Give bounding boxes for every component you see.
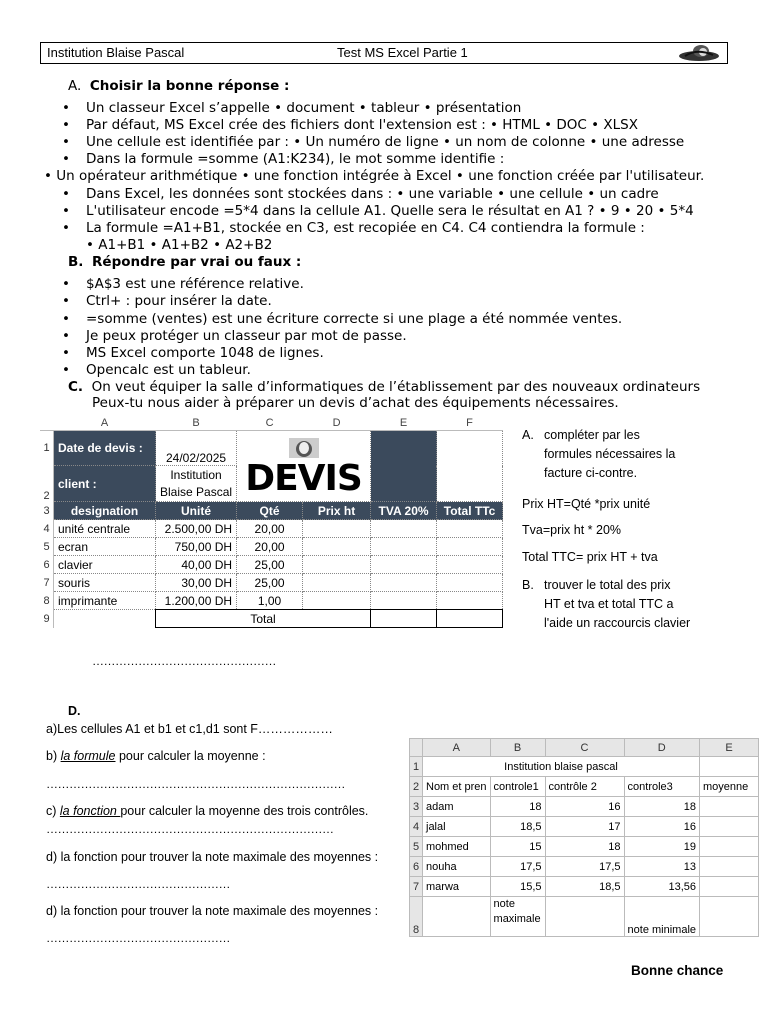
column-header-selected: E [700,739,759,757]
list-item: • Un classeur Excel s’appelle • document • tableur • présentation [62,100,522,116]
section-c-line2: Peux-tu nous aider à préparer un devis d’achat des équipements nécessaires. [92,395,619,411]
devis-title: DEVIS [245,457,362,499]
column-header: B [490,739,545,757]
list-item: • =somme (ventes) est une écriture correcte si une plage a été nommée ventes. [62,311,623,327]
row-number: 3 [40,502,54,520]
section-c-line1: C. On veut équiper la salle d’informatiques de l’établissement par des nouveaux ordinateurs [68,379,701,395]
answer-dots: …………………………………………………………………… [46,777,345,791]
row-number: 1 [40,431,54,466]
devis-spreadsheet [40,416,503,628]
instruction-b: B. trouver le total des prix HT et tva et total TTC a l'aide un raccourcis clavier [522,578,691,630]
list-item: • Dans la formule =somme (A1:K234), le mot somme identifie : [62,151,505,167]
list-item: • Par défaut, MS Excel crée des fichiers dont l'extension est : • HTML • DOC • XLSX [62,117,638,133]
table-row: 7 marwa 15,5 18,5 13,56 [410,877,759,897]
table-header: Prix ht [303,502,371,520]
section-b-heading [68,254,301,270]
table-row: 5 ecran 750,00 DH 20,00 [40,538,503,556]
column-header: F [437,416,503,431]
header-title: Test MS Excel Partie 1 [337,45,468,60]
date-value: 24/02/2025 [156,431,237,466]
grades-spreadsheet: A B C D E 1 Institution blaise pascal 2 Nom et pren controle1 contrôle 2 controle3 moyenne 3 adam 18 16 18 4 jalal 18,5 17 16 5 mohmed 15 18 19 6 nouha 17,5 17,5 13 7 marwa 15,5 18,5 13,56 8 note maximale note minimale [409,738,759,937]
answer-dots: ………………………………………… [92,654,276,668]
table-row-total: 9 Total [40,610,503,628]
formula-total-ttc: Total TTC= prix HT + tva [522,550,658,564]
section-d-marker: D. [68,704,81,718]
footer-text: Bonne chance [631,963,724,978]
column-header: D [303,416,371,431]
table-row: 6 nouha 17,5 17,5 13 [410,857,759,877]
column-header: A [54,416,156,431]
list-item: • Opencalc est un tableur. [62,362,251,378]
list-item-continuation: • Un opérateur arithmétique • une fonction intégrée à Excel • une fonction créée par l'utilisateur. [44,168,705,184]
list-item: • L'utilisateur encode =5*4 dans la cellule A1. Quelle sera le résultat en A1 ? • 9 • 20 • 5*4 [62,203,694,219]
table-header: contrôle 2 [545,777,624,797]
devis-title-cell [237,431,371,502]
column-header: B [156,416,237,431]
table-header: Total TTc [437,502,503,520]
table-header: controle1 [490,777,545,797]
table-header: Nom et pren [423,777,491,797]
column-header: C [545,739,624,757]
client-value: Institution Blaise Pascal [156,466,237,502]
table-header: controle3 [624,777,699,797]
section-c-marker: C. [68,379,84,395]
table-row: 4 unité centrale 2.500,00 DH 20,00 [40,520,503,538]
grades-title: Institution blaise pascal [423,757,700,777]
list-item: • Dans Excel, les données sont stockées dans : • une variable • une cellule • un cadre [62,186,659,202]
section-a-title: Choisir la bonne réponse : [89,78,290,94]
max-note-label: note maximale [490,897,545,937]
section-a-marker: A. [68,78,82,94]
client-label: client : [54,466,156,502]
section-b-marker: B. [68,254,84,270]
column-header: C [237,416,303,431]
page-header [40,42,728,64]
table-header: Qté [237,502,303,520]
list-item: • Ctrl+ : pour insérer la date. [62,293,272,309]
table-row: 7 souris 30,00 DH 25,00 [40,574,503,592]
table-row: 4 jalal 18,5 17 16 [410,817,759,837]
table-header: TVA 20% [371,502,437,520]
section-b-title: Répondre par vrai ou faux : [92,254,302,270]
column-header: A [423,739,491,757]
list-item: • Une cellule est identifiée par : • Un numéro de ligne • un nom de colonne • une adresse [62,134,685,150]
date-label: Date de devis : [54,431,156,466]
column-header: D [624,739,699,757]
header-institution: Institution Blaise Pascal [47,45,185,60]
total-label: Total [156,610,371,628]
table-row: 5 mohmed 15 18 19 [410,837,759,857]
question-c: c) la fonction pour calculer la moyenne des trois contrôles. [46,804,369,818]
table-header: Unité [156,502,237,520]
answer-dots: ………………………………………… [46,877,230,891]
question-a: a)Les cellules A1 et b1 et c1,d1 sont F……………… [46,722,333,736]
list-item-options: • A1+B1 • A1+B2 • A2+B2 [86,237,273,253]
list-item: • MS Excel comporte 1048 de lignes. [62,345,324,361]
row-number: 2 [40,466,54,502]
column-header: E [371,416,437,431]
list-item: • Je peux protéger un classeur par mot de passe. [62,328,407,344]
portrait-logo-icon [677,44,721,65]
table-row: 3 adam 18 16 18 [410,797,759,817]
table-header: designation [54,502,156,520]
table-header: moyenne [700,777,759,797]
min-note-label: note minimale [624,897,699,937]
list-item: • $A$3 est une référence relative. [62,276,304,292]
table-row: 8 imprimante 1.200,00 DH 1,00 [40,592,503,610]
question-d1: d) la fonction pour trouver la note maximale des moyennes : [46,850,379,864]
formula-prix-ht: Prix HT=Qté *prix unité [522,497,651,511]
answer-dots: ………………………………………… [46,931,230,945]
section-a-heading [68,78,289,94]
question-d2: d) la fonction pour trouver la note maximale des moyennes : [46,904,379,918]
answer-dots: ………………………………………………………………… [46,822,334,836]
instruction-a: A. compléter par les formules nécessaires la facture ci-contre. [522,428,676,480]
question-b: b) la formule pour calculer la moyenne : [46,749,266,763]
formula-tva: Tva=prix ht * 20% [522,523,622,537]
list-item: • La formule =A1+B1, stockée en C3, est recopiée en C4. C4 contiendra la formule : [62,220,645,236]
table-row: 6 clavier 40,00 DH 25,00 [40,556,503,574]
